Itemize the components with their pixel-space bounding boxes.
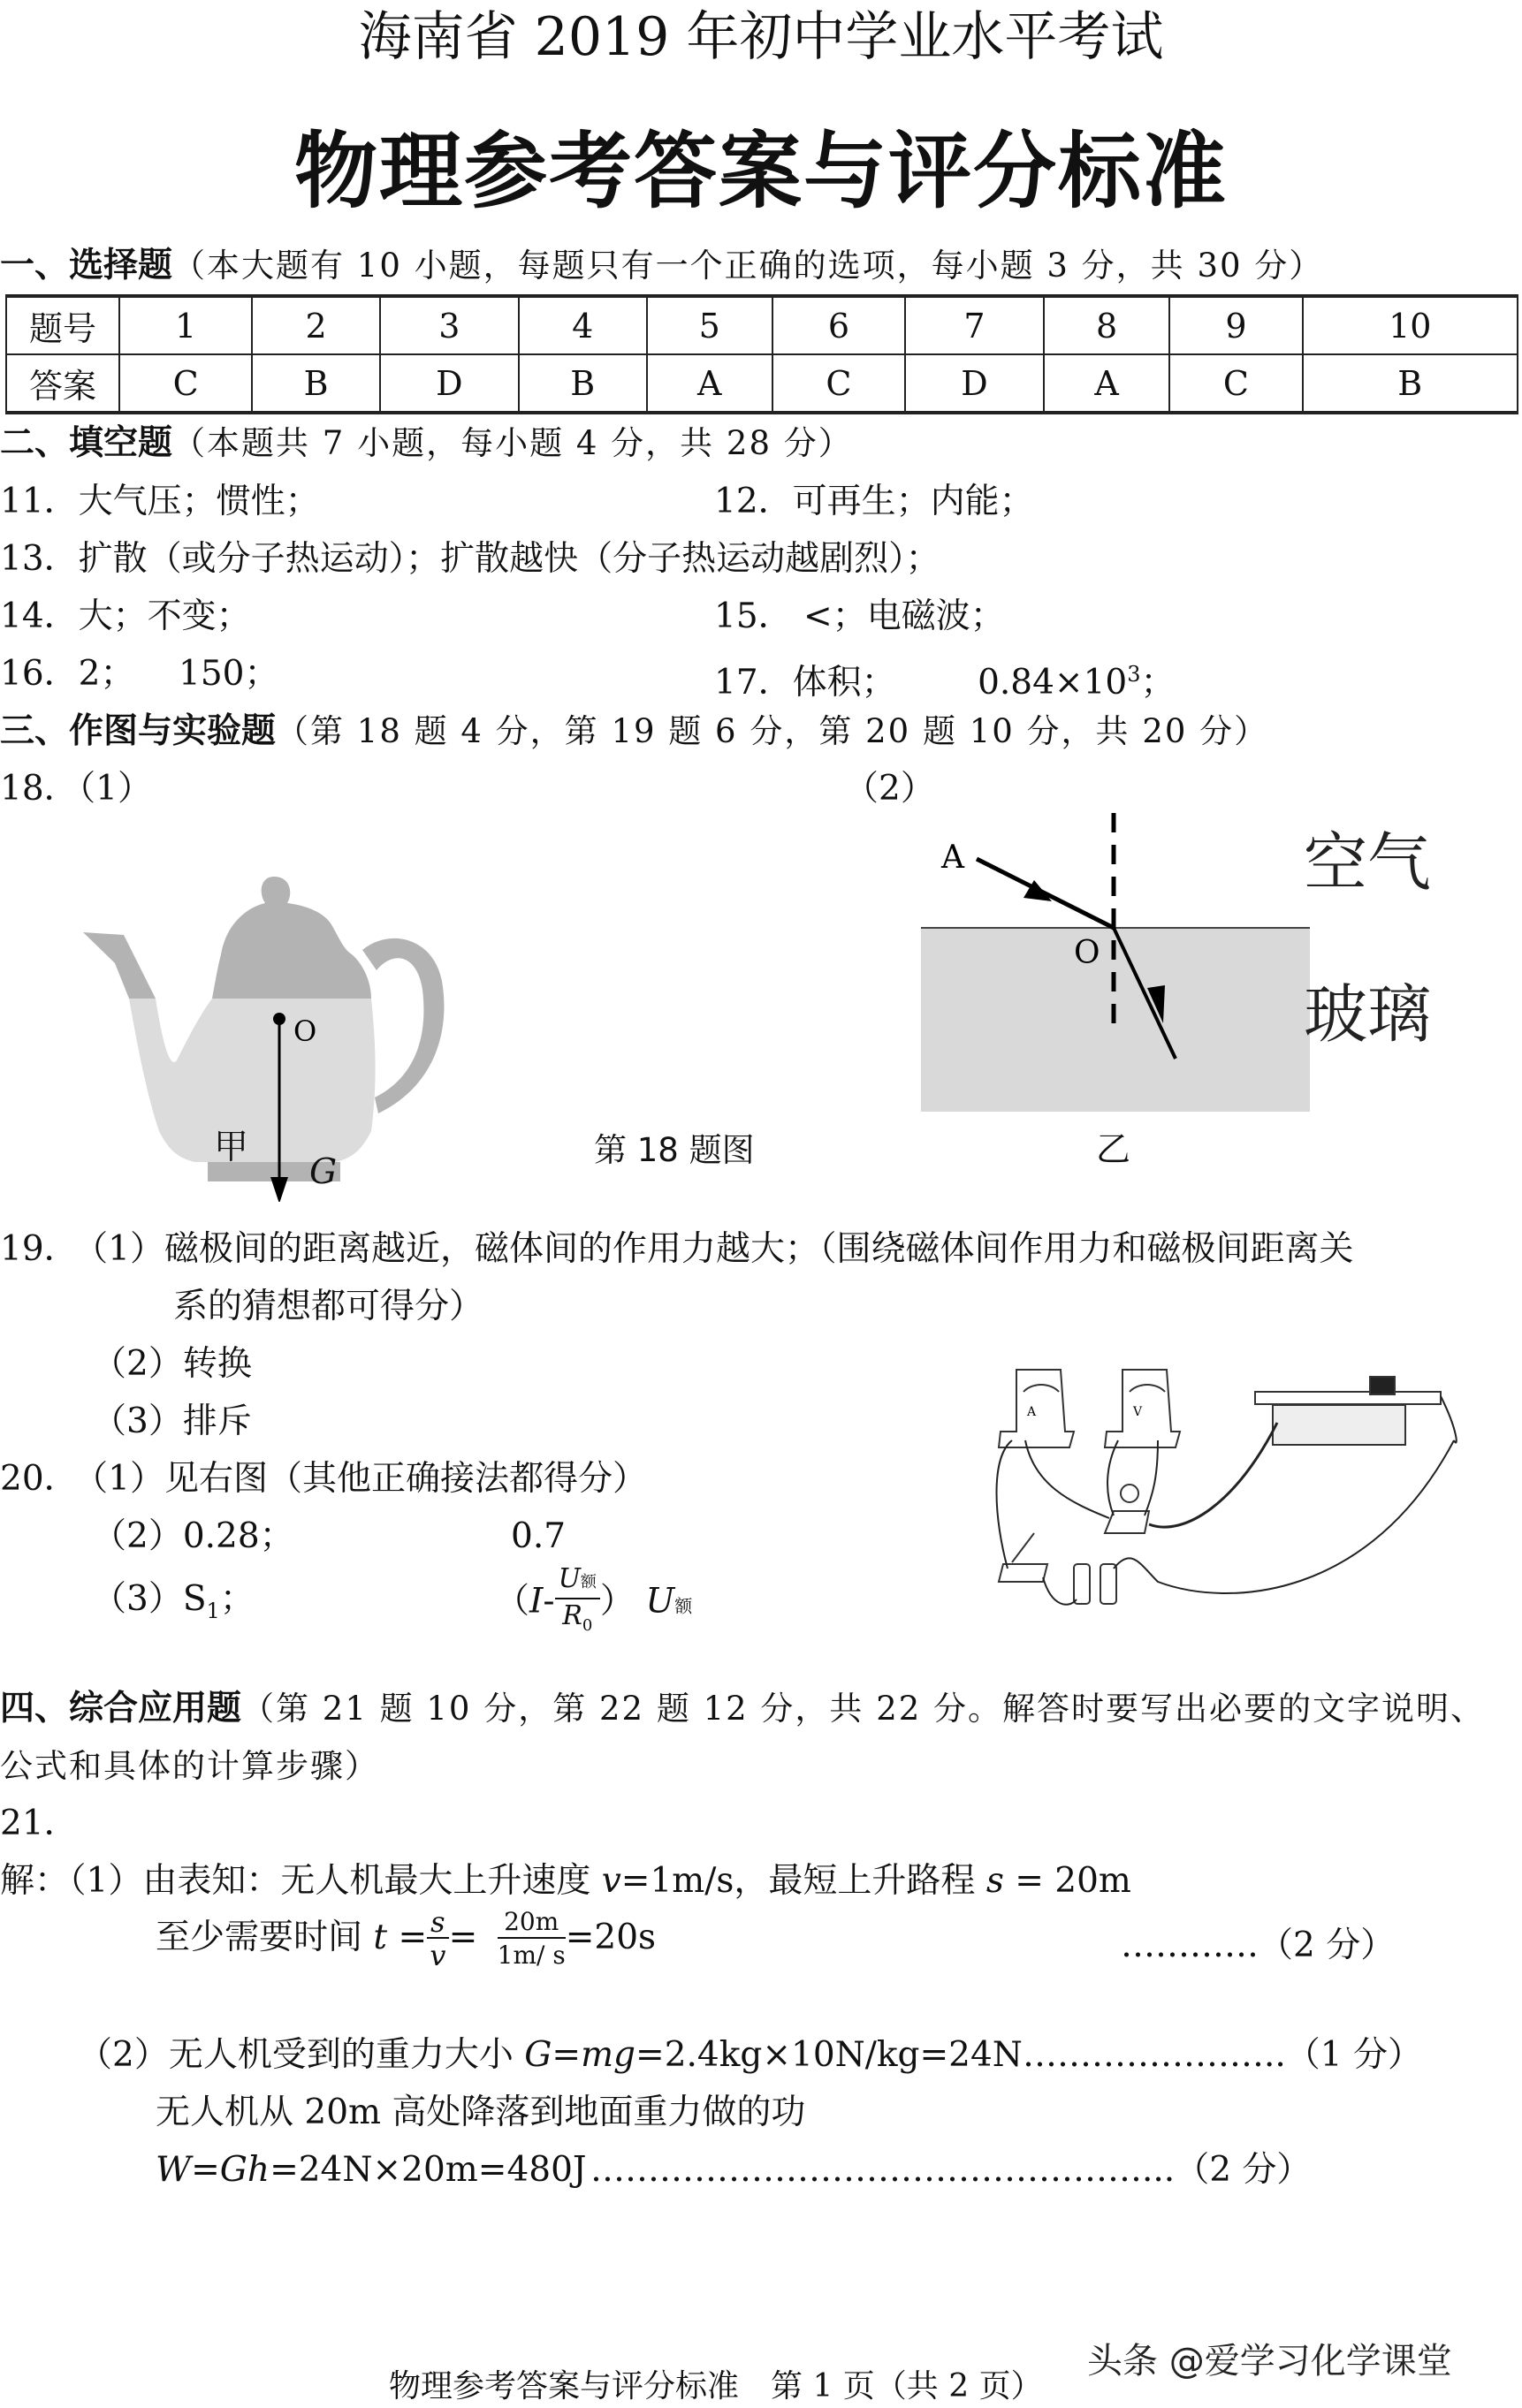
q21-line3 (78, 2034, 1422, 2077)
item-number: 13． (0, 539, 79, 579)
point-a-label: A (941, 839, 964, 876)
glass-label: 玻璃 (1304, 977, 1432, 1052)
document-title: 物理参考答案与评分标准 (293, 123, 1228, 220)
part-value: 0.28； (182, 1516, 294, 1556)
teapot-figure (71, 866, 477, 1202)
ammeter-label: A (1027, 1405, 1037, 1419)
ammeter-icon (999, 1370, 1074, 1447)
subscript: 额 (674, 1595, 693, 1617)
part-text: 磁极间的距离越近，磁体间的作用力越大；（围绕磁体间作用力和磁极间距离关 (164, 1229, 1354, 1269)
table-cell: A (1044, 354, 1169, 413)
part-text: 排斥 (182, 1402, 252, 1441)
item-number: 18． (0, 769, 79, 809)
q21-line2 (156, 1907, 656, 1972)
voltage-u: U (558, 1563, 581, 1594)
leader-dots: ………………….. (1022, 2035, 1286, 2075)
table-cell: A (647, 354, 772, 413)
table-cell: 8 (1044, 296, 1169, 354)
switch-s: S (182, 1579, 207, 1619)
item-number: 17． (714, 663, 793, 703)
q20-part2-b: 0.7 (511, 1516, 567, 1556)
battery-icon (1074, 1564, 1090, 1604)
voltmeter-label: V (1133, 1405, 1143, 1419)
part-label: （1） (90, 1229, 164, 1269)
q19-part1-cont: 系的猜想都可得分） (173, 1287, 484, 1326)
watermark: 头条 @爱学习化学课堂 (1087, 2341, 1452, 2381)
q19-part3 (92, 1401, 252, 1443)
item-text: 大气压；惯性； (78, 482, 320, 521)
fraction-values (498, 1907, 566, 1972)
var-gh: Gh (219, 2150, 270, 2190)
numerator: s (427, 1907, 448, 1939)
denominator (555, 1599, 600, 1643)
table-row-numbers (6, 296, 1518, 354)
figure-yi-label: 乙 (1096, 1130, 1131, 1170)
paren-close: ） (599, 1581, 635, 1622)
circuit-figure (981, 1343, 1503, 1608)
q21-line4: 无人机从 20m 高处降落到地面重力做的功 (156, 2093, 806, 2132)
rheostat-slider-icon (1370, 1377, 1395, 1394)
answer-15 (714, 596, 1005, 638)
exam-title: 海南省 2019 年初中学业水平考试 (358, 6, 1164, 68)
q20-part1 (0, 1458, 647, 1500)
section4-note-cont: 公式和具体的计算步骤） (0, 1747, 379, 1785)
minus: - (543, 1581, 555, 1622)
item-text: 大；不变； (78, 596, 251, 636)
bulb-holder-icon (1105, 1511, 1149, 1533)
answer-11 (0, 481, 320, 523)
section3-heading (0, 710, 1268, 753)
answer-16 (0, 653, 278, 695)
part-text: 转换 (182, 1344, 252, 1384)
table-cell: D (905, 354, 1044, 413)
current-i: I (529, 1581, 544, 1622)
equals: = (191, 2150, 220, 2190)
q19-part1 (0, 1228, 1353, 1271)
section2-note: （本题共 7 小题，每小题 4 分，共 28 分） (172, 424, 853, 462)
part-label: （3） (92, 1579, 183, 1619)
item-number: 19． (0, 1229, 79, 1269)
part-label: （1） (90, 1459, 164, 1499)
item-text: 2； 150； (78, 654, 279, 694)
var-s: s (985, 1861, 1004, 1901)
var-w: W (156, 2150, 192, 2190)
item-number: 15． (714, 596, 793, 636)
table-cell: B (519, 354, 647, 413)
leader-dots: …………………………………………... (590, 2150, 1176, 2190)
item-number: 12． (714, 482, 793, 521)
part-tail: ； (219, 1579, 255, 1619)
teapot-spout-top-icon (83, 932, 156, 999)
q21-score3 (590, 2149, 1311, 2192)
answer-table (5, 294, 1518, 414)
section2-heading (0, 422, 853, 465)
teapot-lid-icon (212, 877, 371, 999)
q18-part1-label (0, 768, 152, 810)
table-cell: 2 (252, 296, 380, 354)
table-cell: 5 (647, 296, 772, 354)
item-exponent: 3 (1127, 662, 1141, 687)
var-v: v (601, 1861, 621, 1901)
q20-part2 (92, 1515, 294, 1558)
item-number: 14． (0, 596, 79, 636)
line-text: 无人机受到的重力大小 (168, 2035, 525, 2075)
section4-heading (0, 1688, 1485, 1730)
figure-caption: 第 18 题图 (594, 1131, 755, 1169)
paren-open: （ (495, 1581, 530, 1622)
answer-13 (0, 538, 940, 581)
item-text: 可再生；内能； (792, 482, 1034, 521)
power-formula (495, 1564, 692, 1643)
table-cell: 10 (1303, 296, 1518, 354)
switch-icon (999, 1564, 1047, 1582)
var-g: G (524, 2035, 552, 2075)
score: （1 分） (1285, 2035, 1422, 2075)
fraction (555, 1564, 600, 1643)
voltage-u: U (645, 1581, 675, 1622)
q19-part2 (92, 1343, 252, 1386)
item-number: 11． (0, 482, 79, 521)
answer-17 (714, 653, 1176, 704)
switch-subscript: 1 (206, 1598, 220, 1623)
air-label: 空气 (1304, 825, 1432, 900)
table-cell: B (252, 354, 380, 413)
fraction-s-over-v (427, 1907, 448, 1972)
leader-dots: ………… (1121, 1926, 1259, 1965)
q21-score1 (1121, 1925, 1395, 1967)
score: （2 分） (1259, 1926, 1396, 1965)
part-label: （3） (92, 1402, 183, 1441)
table-cell: 3 (380, 296, 519, 354)
item-value: 0.84×10 (978, 663, 1128, 703)
var-mg: mg (581, 2035, 636, 2075)
figure-jia-label: 甲 (214, 1128, 249, 1167)
section4-note: （第 21 题 10 分，第 22 题 12 分，共 22 分。解答时要写出必要的文字说明、 (241, 1690, 1486, 1728)
resistance-r: R (562, 1600, 582, 1631)
teapot-body-icon (129, 999, 376, 1162)
score: （2 分） (1175, 2150, 1312, 2190)
q21-number: 21． (0, 1804, 79, 1843)
line-text: = 20m (1003, 1861, 1131, 1901)
table-cell: D (380, 354, 519, 413)
table-cell: B (1303, 354, 1518, 413)
section1-heading (0, 245, 1323, 287)
part-label: （2） (92, 1516, 183, 1556)
section2-title: 二、填空题 (0, 423, 173, 463)
part-label: （2） (92, 1344, 183, 1384)
point-o-label: O (1074, 935, 1100, 971)
numerator (555, 1564, 600, 1599)
table-cell: 7 (905, 296, 1044, 354)
var-t: t (373, 1918, 388, 1957)
solution-label: 解：（1） (0, 1861, 143, 1901)
table-cell: 4 (519, 296, 647, 354)
line-text: =2.4kg×10N/kg=24N (635, 2035, 1023, 2075)
voltmeter-icon (1105, 1370, 1180, 1447)
bulb-icon (1121, 1485, 1138, 1502)
part-label: （1） (78, 769, 152, 809)
equals: = (448, 1918, 489, 1957)
denominator: 1m/ s (497, 1941, 566, 1970)
arrow-down-icon (270, 1177, 288, 1202)
line-text: =24N×20m=480J (270, 2150, 587, 2190)
q20-part3 (92, 1578, 255, 1632)
item-number: 16． (0, 654, 79, 694)
page-footer: 物理参考答案与评分标准 第 1 页（共 2 页） (389, 2368, 1043, 2404)
equals: = (552, 2035, 582, 2075)
subscript: 0 (582, 1616, 593, 1635)
line-text: 由表知：无人机最大上升速度 (142, 1861, 602, 1901)
denominator: v (430, 1939, 446, 1972)
table-row-answers (6, 354, 1518, 413)
item-number: 20． (0, 1459, 79, 1499)
section1-note: （本大题有 10 小题，每题只有一个正确的选项，每小题 3 分，共 30 分） (172, 247, 1324, 285)
table-cell: 9 (1169, 296, 1302, 354)
table-cell: 6 (772, 296, 905, 354)
answer-14 (0, 596, 251, 638)
rheostat-rod (1255, 1392, 1441, 1404)
section3-title: 三、作图与实验题 (0, 711, 277, 751)
table-cell: 1 (119, 296, 252, 354)
equals: = (387, 1918, 428, 1957)
item-text: 体积； (792, 663, 896, 703)
numerator: 20m (498, 1907, 566, 1939)
battery-icon (1100, 1564, 1116, 1604)
row-label: 答案 (6, 354, 119, 413)
q21-line1 (0, 1860, 1131, 1903)
table-cell: C (1169, 354, 1302, 413)
table-cell: C (772, 354, 905, 413)
item-tail: ； (1140, 663, 1176, 703)
answer-12 (714, 481, 1034, 523)
q18-part2-label: （2） (844, 769, 935, 809)
part-text: 见右图（其他正确接法都得分） (164, 1459, 647, 1499)
item-text: 扩散（或分子热运动）；扩散越快（分子热运动越剧烈）； (78, 539, 940, 579)
force-g-label: G (309, 1152, 338, 1192)
point-o-label: O (293, 1014, 317, 1048)
table-cell: C (119, 354, 252, 413)
part-label: （2） (78, 2035, 169, 2075)
line-text: =1m/s，最短上升路程 (620, 1861, 986, 1901)
result: =20s (565, 1918, 657, 1957)
section4-title: 四、综合应用题 (0, 1689, 242, 1728)
subscript: 额 (580, 1573, 597, 1591)
section1-title: 一、选择题 (0, 246, 173, 285)
line-text: 至少需要时间 (156, 1918, 374, 1957)
section3-note: （第 18 题 4 分，第 19 题 6 分，第 20 题 10 分，共 20 分） (276, 712, 1269, 750)
q21-line5 (156, 2149, 587, 2192)
item-text: <；电磁波； (792, 596, 1005, 636)
rheostat-coil-icon (1273, 1405, 1405, 1445)
row-label: 题号 (6, 296, 119, 354)
